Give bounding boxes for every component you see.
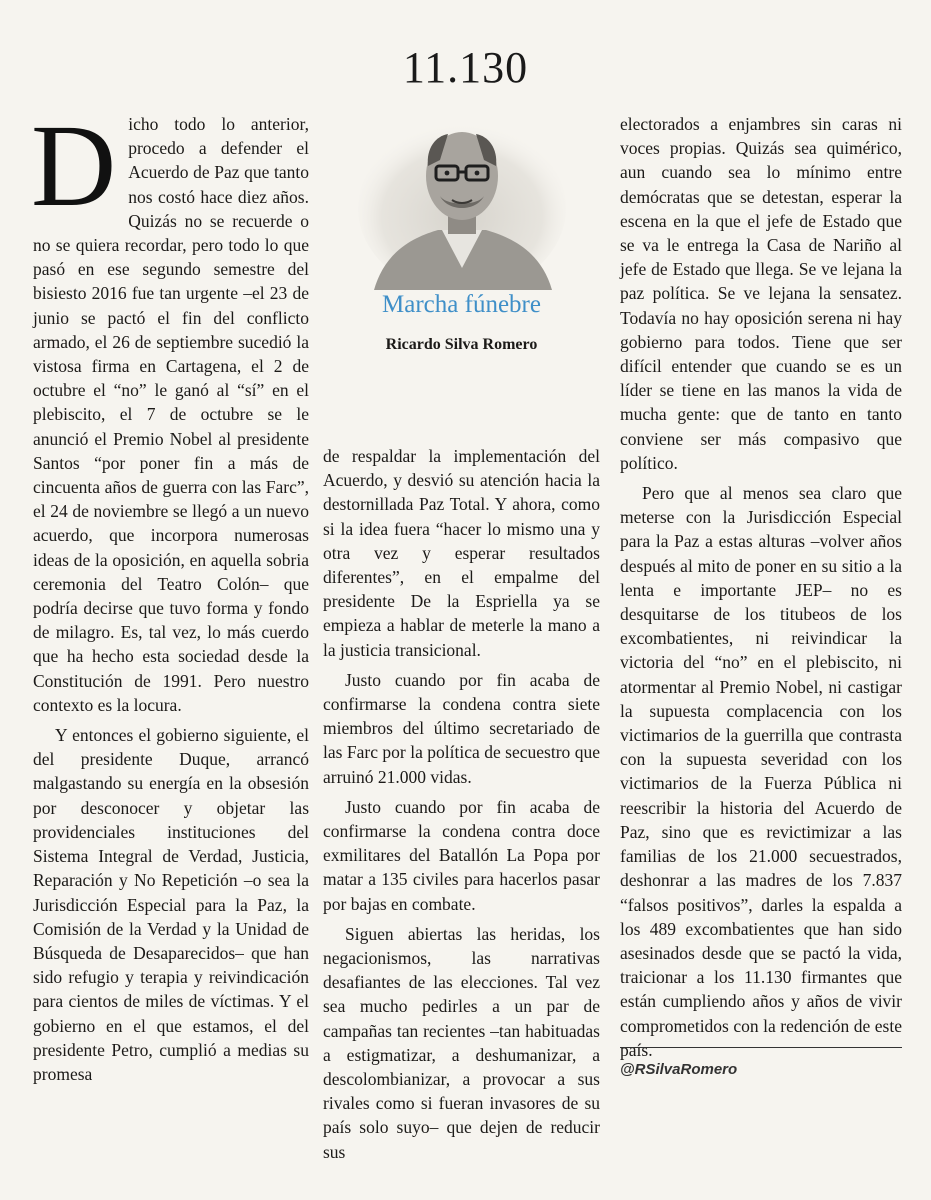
text-column-2 xyxy=(323,444,600,1164)
paragraph: Justo cuando por fin acaba de confirmarse la condena contra siete miembros del último secretariado de las Farc por la política de secuestro que arruinó 21.000 vidas. xyxy=(323,669,600,787)
paragraph-opening-text: icho todo lo anterior, procedo a defender el Acuerdo de Paz que tanto nos costó hace diez años. Quizás no se recuerde o no se quiera recordar, pero todo lo que pasó en ese segundo semestre del bisiesto 2016 fue tan urgente –el 23 de junio se pactó el fin del conflicto armado, el 26 de septiembre sucedió la vistosa firma en Cartagena, el 2 de octubre el “no” le ganó al “sí” en el plebiscito, el 7 de octubre se le anunció el Premio Nobel al presidente Santos “por poner fin a más de cincuenta años de guerra con las Farc”, el 24 de noviembre se llegó a un nuevo acuerdo, que incorpora numerosas ideas de la oposición, en aquella sobria ceremonia del Teatro Colón– que podría decirse que tuvo forma y fondo de milagro. Es, tal vez, lo más cuerdo que ha hecho esta sociedad desde la Constitución de 1991. Pero nuestro contexto es la locura. xyxy=(33,114,309,715)
paragraph: Justo cuando por fin acaba de confirmarse la condena contra doce exmilitares del Batallón La Popa por matar a 135 civiles para hacerlos pasar por bajas en combate. xyxy=(323,796,600,914)
paragraph: Pero que al menos sea claro que meterse con la Jurisdicción Especial para la Paz a estas alturas –volver años después al mito de poner en su sitio a la lenta e importante JEP– no es desquitarse de los titubeos de los excombatientes, ni reivindicar la victoria del “no” en el plebiscito, ni atormentar al Premio Nobel, ni castigar la supuesta complacencia con los victimarios de la guerrilla que contrasta con la supuesta severidad con los victimarios de la Fuerza Pública ni reescribir la historia del Acuerdo de Paz, sino que es revictimizar a las familias de los 21.000 secuestrados, deshonrar a las madres de los 7.837 “falsos positivos”, darles la espalda a los 489 excombatientes que han sido asesinados desde que se pactó la vida, traicionar a los 11.130 firmantes que están cumpliendo años y años de vivir comprometidos con la redención de este país. xyxy=(620,483,902,1060)
author-twitter-handle[interactable]: @RSilvaRomero xyxy=(620,1061,738,1078)
section-name: Marcha fúnebre xyxy=(382,291,541,318)
text-column-3 xyxy=(620,112,902,1062)
text-column-1 xyxy=(31,100,309,1086)
drop-cap: D xyxy=(31,100,117,231)
paragraph: electorados a enjambres sin caras ni voces propias. Quizás sea quimérico, aun cuando sea lo mínimo entre demócratas que se detestan, esperar la escena en la que el jefe de Estado que se va le entrega la Casa de Nariño al jefe de Estado que llega. Se ve lejana la paz política. Se ve lejana la sensatez. Todavía no hay oposición serena ni hay gobierno para todos. Tiene que ser difícil entender que cuando se es un líder se tiene en las manos la vida de mucha gente: que de tanto en tanto conviene ser más compasivo que político. xyxy=(620,114,902,473)
headline: 11.130 xyxy=(402,43,529,92)
divider-rule xyxy=(620,1047,902,1048)
portrait-icon xyxy=(356,108,568,290)
paragraph-opening xyxy=(31,100,309,717)
paragraph: Y entonces el gobierno siguiente, el del presidente Duque, arrancó malgastando su energía en la obsesión por desconocer y objetar las providenciales instituciones del Sistema Integral de Verdad, Justicia, Reparación y No Repetición –o sea la Jurisdicción Especial para la Paz, la Comisión de la Verdad y la Unidad de Búsqueda de Desaparecidos– que han sido refugio y terapia y reivindicación para cientos de miles de víctimas. Y el gobierno en el que estamos, el del presidente Petro, cumplió a medias su promesa xyxy=(33,725,309,1084)
author-byline: Ricardo Silva Romero xyxy=(385,336,538,353)
author-portrait xyxy=(356,108,568,290)
paragraph: de respaldar la implementación del Acuerdo, y desvió su atención hacia la destornillada Paz Total. Y ahora, como si la idea fuera “hacer lo mismo una y otra vez y esperar resultados diferentes”, en el empalme del presidente De la Espriella ya se empieza a hablar de meterle la mano a la justicia transicional. xyxy=(323,446,600,660)
paragraph: Siguen abiertas las heridas, los negacionismos, las narrativas desafiantes de las elecciones. Tal vez sea mucho pedirles a un par de campañas tan recientes –tan habituadas a estigmatizar, a deshumanizar, a descolombianizar, a provocar a sus rivales como si fueran invasores de su país solo suyo– que dejen de reducir sus xyxy=(323,923,600,1162)
